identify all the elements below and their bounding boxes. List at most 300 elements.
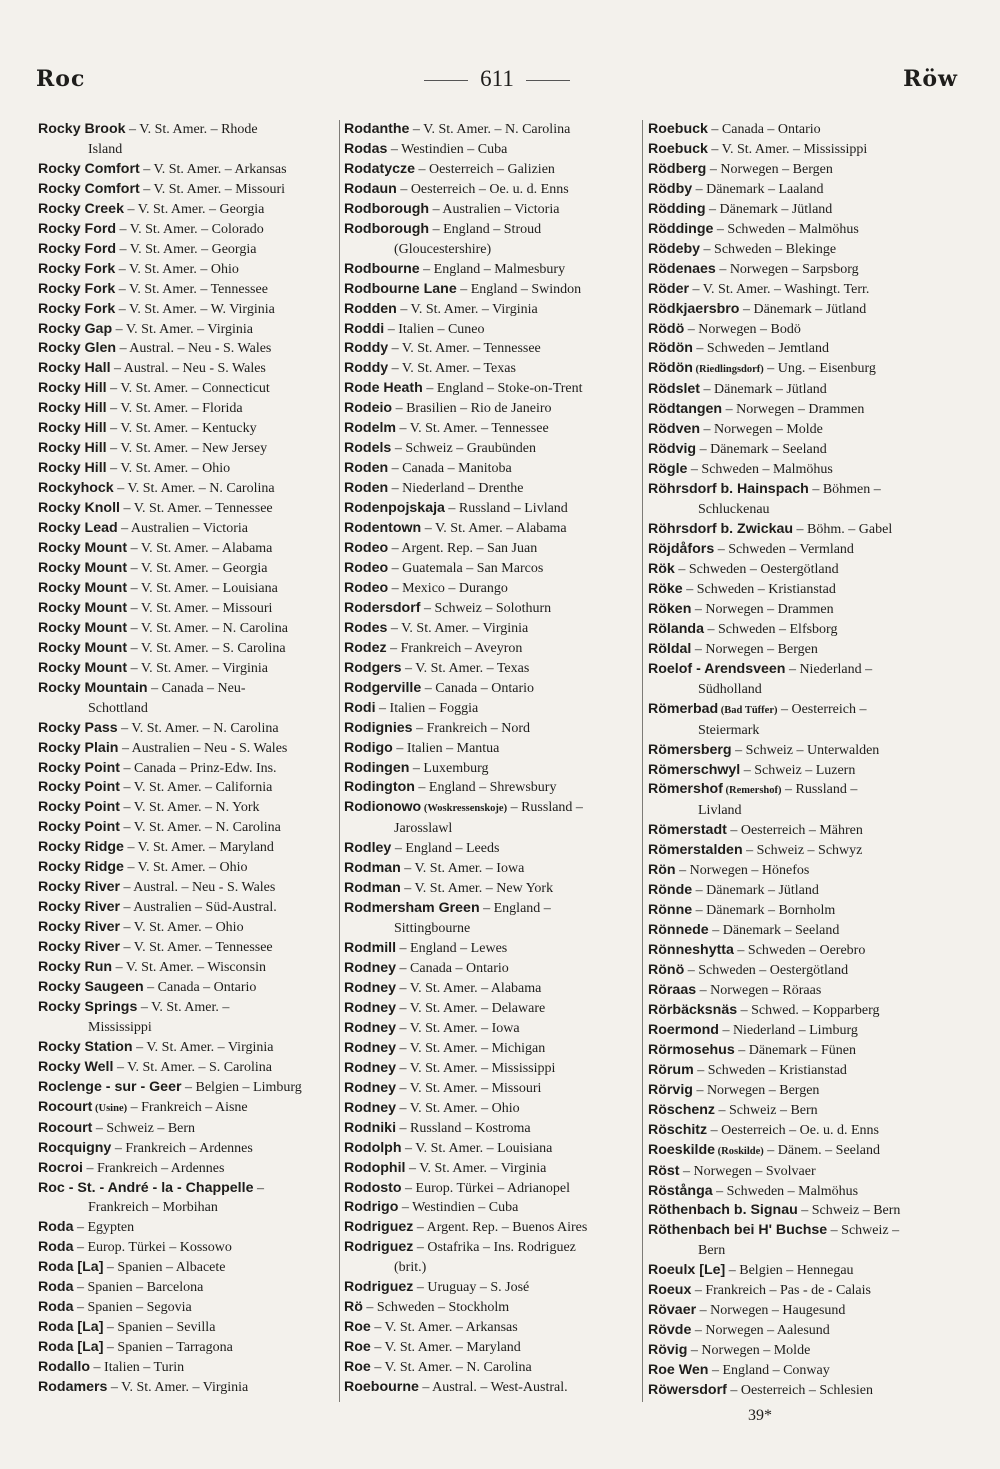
entry-term: Rocky Point [38,819,120,836]
entry-term: Roeux [648,1282,692,1299]
entry-location: – Norwegen – Bodö [684,321,801,337]
entry-location: – Schweiz – [827,1223,900,1239]
entry-term: Römerstadt [648,822,727,839]
entry-location: – V. St. Amer. – N. Carolina [127,620,288,636]
entry [38,1098,334,1119]
entry-location: – V. St. Amer. – Tennessee [388,341,541,357]
entry-location: – Norwegen – Molde [687,1343,811,1359]
entry [648,1061,936,1081]
entry [648,359,936,380]
rule-left [424,80,468,81]
entry-location: – Russland – [781,782,858,798]
entry-term: Rodolph [344,1139,402,1156]
entry-term: Rocky Hill [38,420,107,437]
entry [648,1341,936,1361]
entry-note: (Woskressenskoje) [421,803,508,815]
entry-continuation: (Gloucestershire) [394,241,492,257]
entry [344,1039,636,1059]
entry [648,961,936,981]
entry [38,1119,334,1139]
column-2 [344,120,636,1398]
entry [344,160,636,180]
entry-term: Rön [648,862,676,879]
entry-term: Rodborough [344,220,430,237]
entry-location: – V. St. Amer. – Missouri [127,600,273,616]
entry-location: – Spanien – Segovia [73,1300,192,1316]
entry-term: Rocky Ford [38,220,117,237]
entry [38,778,334,798]
entry-term: Röschitz [648,1121,708,1138]
entry [648,460,936,480]
entry-location: – Schweiz – Schwyz [742,843,863,859]
entry [344,220,636,240]
entry [38,260,334,280]
entry [344,499,636,519]
entry-term: Rodenpojskaja [344,500,445,517]
entry-term: Rocky Point [38,779,120,796]
entry-term: Rodeo [344,540,389,557]
entry-term: Rocky Point [38,759,120,776]
entry [344,1198,636,1218]
entry [344,1358,636,1378]
entry [38,998,334,1018]
entry-location: – V. St. Amer. – Arkansas [370,1320,518,1336]
entry [38,1218,334,1238]
entry-term: Rödenaes [648,260,716,277]
entry [344,439,636,459]
entry-location: – Schweiz – Bern [92,1120,196,1136]
entry [648,780,936,801]
entry-location: – Brasilien – Rio de Janeiro [392,401,552,417]
entry-location: – Dänemark – Seeland [696,442,827,458]
entry [648,540,936,560]
entry-term: Rocky Fork [38,300,116,317]
entry [344,419,636,439]
entry [38,459,334,479]
entry-location: – Frankreich – Aisne [127,1099,248,1115]
entry [38,878,334,898]
entry [648,981,936,1001]
entry-location: – Westindien – Cuba [387,141,508,157]
entry [344,1179,636,1199]
entry-location: – England – Swindon [456,281,582,297]
entry [648,320,936,340]
entry-term: Roclenge - sur - Geer [38,1078,182,1095]
entry [648,260,936,280]
entry [38,958,334,978]
entry-note: (Roskilde) [715,1145,764,1157]
entry [344,1378,636,1398]
entry-location: – V. St. Amer. – Georgia [123,201,265,217]
entry-location: – V. St. Amer. – Delaware [396,1000,546,1016]
entry-term: Rocky Saugeen [38,978,144,995]
entry [344,979,636,999]
entry-term: Rodington [344,779,415,796]
entry-term: Roebourne [344,1379,419,1396]
entry [38,559,334,579]
entry [38,200,334,220]
entry-location: – England – Lewes [396,941,508,957]
entry [38,619,334,639]
entry-term: Rodbourne Lane [344,280,457,297]
entry-location: – V. St. Amer. – Kentucky [106,421,257,437]
entry-location: – Norwegen – Sarpsborg [715,261,859,277]
entry-term: Rönnede [648,922,709,939]
entry-term: Roda [38,1219,74,1236]
entry-term: Rocky Mount [38,559,128,576]
entry [648,620,936,640]
entry-location: – Schweden – Blekinge [700,241,837,257]
entry-term: Röddinge [648,220,714,237]
entry-location: – Dänemark – Jütland [692,883,819,899]
entry-location: – Frankreich – Pas - de - Calais [691,1283,871,1299]
entry [344,899,636,919]
entry-term: Rodigo [344,739,393,756]
entry-term: Rönö [648,962,685,979]
entry-location: – V. St. Amer. – Georgia [127,560,268,576]
entry [38,938,334,958]
entry-term: Rockyhock [38,480,114,497]
entry-term: Römershof [648,781,723,798]
entry-term: Röthenbach bei H' Buchse [648,1222,828,1239]
entry-location: – V. St. Amer. – Connecticut [106,381,270,397]
entry-term: Rocky Plain [38,739,119,756]
entry-term: Rödslet [648,381,701,398]
entry-location: – V. St. Amer. – Tennessee [120,501,273,517]
entry-location: – Canada – Ontario [421,680,535,696]
entry-term: Roebuck [648,121,708,137]
entry-continuation: Steiermark [698,722,760,738]
entry [648,160,936,180]
entry-term: Roe Wen [648,1362,709,1379]
entry [648,300,936,320]
entry-term: Rodelm [344,420,397,437]
entry-location: – England – Stoke-on-Trent [422,381,583,397]
entry [344,379,636,399]
entry-continuation: Mississippi [88,1019,152,1035]
entry-term: Roermond [648,1021,719,1038]
entry [344,679,636,699]
entry-location: – Canada – Neu- [147,680,246,696]
entry-location: – Böhmen – [808,482,881,498]
entry-term: Rocky Mount [38,599,128,616]
entry-term: Rocky Ford [38,240,117,257]
entry [648,761,936,781]
entry-term: Rocky Well [38,1058,114,1075]
entry-term: Rodman [344,860,401,877]
entry-term: Römerschwyl [648,761,741,778]
entry [344,999,636,1019]
entry-location: – Schweden – Jemtland [692,341,830,357]
entry [38,659,334,679]
entry-location: – Niederland – Drenthe [388,481,524,497]
entry-term: Rocky Lead [38,520,118,537]
entry-term: Roden [344,480,389,497]
entry-location: – Uruguay – S. José [413,1280,530,1296]
entry [344,659,636,679]
entry [648,1101,936,1121]
entry-location: – Argent. Rep. – Buenos Aires [413,1220,588,1236]
entry-term: Roda [38,1239,74,1256]
entry-term: Rodionowo [344,799,422,816]
entry-location: – England – [479,901,551,917]
entry [38,1238,334,1258]
entry [648,1281,936,1301]
entry [344,879,636,899]
entry-term: Rodriguez [344,1279,414,1296]
entry-term: Röwersdorf [648,1382,727,1399]
entry [648,841,936,861]
entry-note: (Remershof) [722,785,782,797]
entry [38,120,334,140]
entry-location: – V. St. Amer. – Virginia [387,620,529,636]
entry-term: Rodney [344,979,397,996]
entry-location: – V. St. Amer. – Virginia [112,321,253,337]
entry-term: Rödvig [648,441,697,458]
entry-term: Roda [La] [38,1339,104,1356]
running-head-right: Röw [903,66,958,92]
entry-location: – Dänemark – Fünen [734,1042,857,1058]
entry-location: – V. St. Amer. – Maryland [123,840,274,856]
entry-location: – V. St. Amer. – Mississippi [707,141,868,157]
entry-term: Rölanda [648,620,704,637]
entry [648,700,936,721]
signature-mark: 39* [748,1407,772,1424]
entry-term: Rocky Point [38,799,120,816]
entry-location: – V. St. Amer. – Virginia [107,1380,249,1396]
entry [38,918,334,938]
entry [648,861,936,881]
entry [648,220,936,240]
entry [38,679,334,699]
entry-term: Rövaer [648,1302,697,1319]
entry-term: Rocourt [38,1098,93,1115]
entry [38,160,334,180]
entry [38,818,334,838]
entry-location: – V. St. Amer. – Tennessee [115,281,268,297]
entry-location: – Ung. – Eisenburg [763,361,876,377]
entry [344,1318,636,1338]
entry-location: – England – Shrewsbury [414,780,557,796]
entry-location: – V. St. Amer. – N. Carolina [113,481,275,497]
entry-term: Rödven [648,421,701,438]
entry-location: – V. St. Amer. – Arkansas [139,161,287,177]
entry-location: – Dänemark – Laaland [692,181,824,197]
entry-term: Rocky Ridge [38,859,124,876]
entry [648,1141,936,1162]
entry-location: – Westindien – Cuba [398,1200,519,1216]
entry [648,1221,936,1241]
entry-location: – Norwegen – Drammen [722,402,865,418]
entry-term: Rodallo [38,1359,91,1376]
entry-term: Rodez [344,639,387,656]
entry [344,120,636,140]
entry [344,459,636,479]
entry-term: Rocky Run [38,959,113,976]
entry-term: Rö [344,1299,363,1316]
entry [344,939,636,959]
entry-location: – Australien – Victoria [429,201,560,217]
entry-term: Rödön [648,360,693,377]
entry-term: Rocky Hill [38,440,107,457]
entry-term: Roden [344,460,389,477]
entry-term: Röstånga [648,1182,713,1199]
entry-location: – Australien – Neu - S. Wales [118,740,288,756]
entry-term: Roc - St. - André - la - Chappelle [38,1179,254,1196]
entry-location: – Luxemburg [409,760,489,776]
entry [648,380,936,400]
entry-location: – V. St. Amer. – Ohio [120,920,244,936]
entry-location: – Austral. – Neu - S. Wales [110,361,266,377]
entry-term: Rodniki [344,1119,397,1136]
entry-term: Rörbäcksnäs [648,1001,738,1018]
entry-location: – V. St. Amer. – New Jersey [106,441,268,457]
entry [38,1078,334,1098]
entry-term: Rodi [344,699,376,716]
entry [344,359,636,379]
entry-term: Rocky Station [38,1038,133,1055]
entry [38,1179,334,1199]
entry-location: – Schweden – Malmöhus [712,1183,859,1199]
entry [38,1378,334,1398]
entry [38,379,334,399]
entry [344,260,636,280]
entry [648,339,936,359]
entry [38,599,334,619]
entry [648,901,936,921]
entry-location: – Niederland – [785,661,873,677]
entry-term: Rodriguez [344,1239,414,1256]
entry-term: Roe [344,1339,371,1356]
entry-location: – V. St. Amer. – N. Carolina [120,820,281,836]
entry-location: – Norwegen – Bergen [692,1082,820,1098]
entry-continuation: Südholland [698,681,762,697]
entry-note: (Riedlingsdorf) [692,364,764,376]
entry-term: Roebuck [648,140,708,157]
entry-term: Römerbad [648,700,719,717]
entry-location: – Schweden – Elfsborg [703,621,838,637]
entry [648,440,936,460]
entry-continuation: Jarosslawl [394,821,453,837]
entry-term: Rocky River [38,899,121,916]
entry-location: – V. St. Amer. – W. Virginia [115,301,275,317]
entry [38,359,334,379]
entry-term: Rocky Glen [38,340,117,357]
entry-location: – V. St. Amer. – Alabama [396,980,542,996]
entry-location: – Schweden – Kristianstad [682,581,836,597]
entry [648,1321,936,1341]
entry [344,1338,636,1358]
entry-location: – V. St. Amer. – Iowa [396,1020,520,1036]
entry-location: – V. St. Amer. – Virginia [396,301,538,317]
entry-location: – Norwegen – Molde [700,422,823,438]
entry-location: – Russland – Livland [444,501,568,517]
entry [648,1041,936,1061]
entry [648,660,936,680]
entry-term: Roe [344,1319,371,1336]
entry-term: Rodborough [344,200,430,217]
entry-term: Rocky Mount [38,579,128,596]
entry-location: – V. St. Amer. – S. Carolina [113,1059,272,1075]
entry [648,280,936,300]
entry-term: Rodney [344,1019,397,1036]
entry-location: – Belgien – Hennegau [725,1263,854,1279]
entry-location: – Spanien – Tarragona [103,1340,233,1356]
entry-term: Röldal [648,640,692,657]
entry-location: – V. St. Amer. – [137,999,230,1015]
entry-term: Roelof - Arendsveen [648,660,786,677]
entry-term: Rödtangen [648,401,723,418]
entry-note: (Usine) [92,1102,128,1114]
entry-location: – Schweiz – Bern [797,1203,901,1219]
entry [648,1381,936,1401]
entry-location: – England – Leeds [391,841,500,857]
entry [38,300,334,320]
entry-term: Rocky River [38,879,121,896]
entry-term: Rocky Mount [38,619,128,636]
entry-term: Rocky Knoll [38,500,120,517]
entry-term: Rodignies [344,719,413,736]
entry-term: Rodbourne [344,260,420,277]
entry [648,1162,936,1182]
entry-continuation: Livland [698,803,742,819]
entry-term: Roda [38,1279,74,1296]
entry [38,240,334,260]
entry-term: Rövde [648,1322,692,1339]
entry-location: – Oesterreich – Oe. u. d. Enns [396,181,569,197]
entry-location: – England – Malmesbury [419,261,566,277]
entry [38,798,334,818]
entry-term: Rocourt [38,1119,93,1136]
entry-location: – V. St. Amer. – Virginia [132,1039,274,1055]
entry-location: – V. St. Amer. – Michigan [396,1040,546,1056]
entry-term: Röthenbach b. Signau [648,1202,798,1219]
entry-location: – V. St. Amer. – N. Carolina [370,1360,532,1376]
entry-location: – Russland – Kostroma [396,1120,531,1136]
entry-location: – Spanien – Albacete [103,1260,226,1276]
entry-location: – Guatemala – San Marcos [388,560,544,576]
entry-term: Rocky River [38,919,121,936]
entry-term: Roda [La] [38,1259,104,1276]
entry-location: – England – Conway [708,1363,830,1379]
entry-term: Rödkjaersbro [648,300,740,317]
entry-location: – Austral. – West-Austral. [418,1380,568,1396]
entry-location: – Schwed. – Kopparberg [737,1002,880,1018]
entry-location: – V. St. Amer. – Wisconsin [112,960,266,976]
page-number-block [36,66,958,92]
entry-term: Rödeby [648,240,701,257]
entry [648,1261,936,1281]
entry-term: Rodanthe [344,121,410,137]
entry-term: Rögle [648,461,688,478]
entry [648,240,936,260]
entry-term: Rodeo [344,579,389,596]
entry [344,180,636,200]
entry-location: – Schweden – Kristianstad [693,1062,847,1078]
entry-location: – Canada – Prinz-Edw. Ins. [120,760,277,776]
entry [344,619,636,639]
entry-location: – Schweden – Oestergötland [684,963,849,979]
entry-location: – Dänemark – Jütland [705,201,833,217]
entry [344,280,636,300]
entry-location: – Schweiz – Unterwalden [731,742,880,758]
entry-location: – V. St. Amer. – Virginia [127,660,268,676]
entry-term: Rödön [648,340,693,357]
entry [648,560,936,580]
entry-term: Rödö [648,320,685,337]
entry-location: – V. St. Amer. – New York [400,881,554,897]
entry [648,821,936,841]
